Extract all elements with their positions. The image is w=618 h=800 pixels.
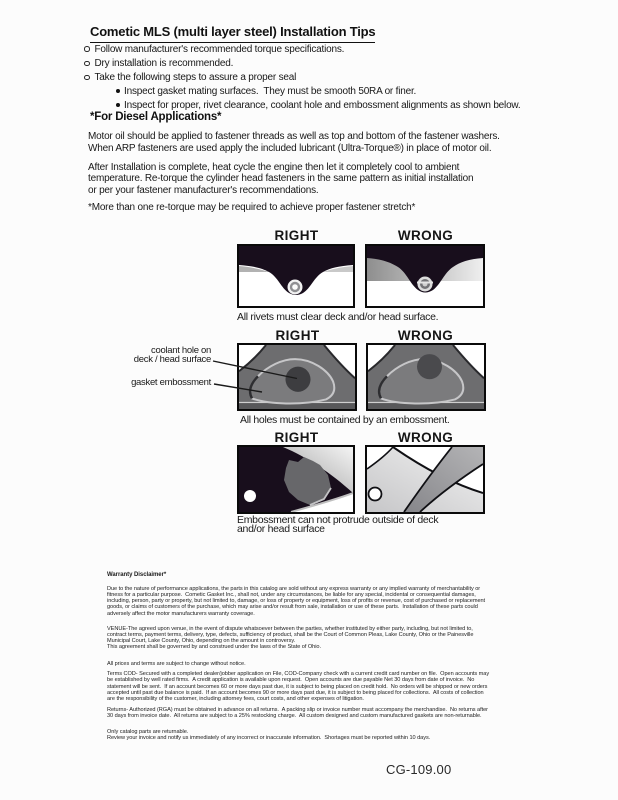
fine-print-line: Due to the nature of performance applications, the parts in this catalog are sold without any express warranty or any implied warranty of merchantability or	[107, 585, 481, 592]
row1-wrong-label: WRONG	[397, 228, 454, 243]
paragraph-line: After Installation is complete, heat cycle the engine then let it completely cool to ambient	[88, 162, 460, 173]
row1-caption: All rivets must clear deck and/or head surface.	[237, 311, 439, 323]
fine-print-line: This agreement shall be governed by and construed under the laws of the State of Ohio.	[107, 644, 321, 651]
fine-print-line: statement will be sent. If an account becomes 60 or more days past due, it is subject to being placed on credit hold. No orders will be shipped or new orders	[107, 683, 488, 690]
annotation-line: deck / head surface	[133, 353, 211, 365]
rivet-hits-deck-illustration	[367, 246, 483, 306]
fine-print-line: All prices and terms are subject to change without notice.	[107, 661, 246, 667]
fine-print-line: contract terms, payment terms, delivery, type, defects, sufficiency of product, shall be the Court of Common Pleas, Lake County, Ohio or the Painesville	[107, 631, 474, 638]
diagram-row3-right-image	[237, 445, 355, 514]
diagram-row3-wrong-image	[365, 445, 485, 514]
caption-line: and/or head surface	[237, 523, 325, 536]
warranty-paragraph-terms	[107, 671, 489, 702]
page-code: CG-109.00	[386, 762, 452, 777]
bullet-text: Inspect gasket mating surfaces. They must be smooth 50RA or finer.	[124, 85, 417, 97]
row3-right-label: RIGHT	[274, 430, 319, 445]
annotation-pointer-lines	[208, 354, 308, 399]
paragraph-line: temperature. Re-torque the cylinder head fasteners in the same pattern as initial installation	[88, 173, 474, 185]
bullet-text: Inspect for proper, rivet clearance, coolant hole and embossment alignments as shown below.	[124, 99, 521, 111]
diagram-row1-right-image	[237, 244, 355, 308]
filled-bullet-icon	[116, 103, 120, 107]
tips-sub-bullet-list	[116, 84, 520, 113]
diagram-row1-wrong-image	[365, 244, 485, 308]
paragraph-line: Motor oil should be applied to fastener threads as well as top and bottom of the fastener washers.	[88, 131, 500, 142]
list-item	[84, 42, 344, 56]
diagram-row2-wrong-image	[366, 343, 486, 412]
row3-wrong-label: WRONG	[397, 430, 454, 445]
bullet-text: Follow manufacturer's recommended torque specifications.	[94, 43, 345, 55]
hollow-bullet-icon	[84, 75, 90, 81]
paragraph-line: *More than one re-torque may be required to achieve proper fastener stretch*	[88, 202, 416, 213]
embossment-inside-deck-illustration	[239, 447, 353, 512]
paragraph-line: When ARP fasteners are used apply the included lubricant (Ultra-Torque®) in place of motor oil.	[88, 142, 492, 154]
fine-print-line: Review your invoice and notify us immediately of any incorrect or inaccurate information. Shortages must be reported within 10 days.	[107, 734, 431, 741]
fine-print-line: fitness for a particular purpose. Cometic Gasket Inc., shall not, under any circumstances, be liable for any special, incidental or consequential damages,	[107, 591, 476, 598]
fine-print-line: Returns- Authorized (RGA) must be obtained in advance on all returns. A packing slip or invoice number must accompany the merchandise. No returns after	[107, 706, 488, 713]
warranty-paragraph-returns	[107, 707, 488, 720]
warranty-heading: Warranty Disclaimer*	[107, 572, 167, 578]
row3-caption	[237, 513, 439, 536]
fine-print-line: VENUE-The agreed upon venue, in the event of dispute whatsoever between the parties, whether instituted by either party, including, but not limited to,	[107, 625, 473, 632]
fine-print-line: goods, or claims of customers of the purchase, which may arise and/or result from sale, installation or use of these parts. Installation of these parts could	[107, 604, 478, 611]
caption-line: Embossment can not protrude outside of deck	[237, 513, 439, 526]
fine-print-line: including, person, party or property, but not limited to, damage, or loss of property or equipment, loss of profits or revenue, cost of purchased or replacement	[107, 598, 486, 605]
fine-print-line: Municipal Court, Lake County, Ohio, depending on the amount in controversy.	[107, 638, 296, 645]
warranty-paragraph-1	[107, 586, 485, 617]
paragraph-line: or per your fastener manufacturer's recommendations.	[88, 184, 319, 196]
hollow-bullet-icon	[84, 46, 90, 52]
list-item	[84, 71, 344, 85]
list-item	[84, 56, 344, 70]
row1-right-label: RIGHT	[274, 228, 319, 243]
bullet-text: Take the following steps to assure a proper seal	[94, 72, 297, 84]
bullet-text: Dry installation is recommended.	[94, 57, 234, 69]
fine-print-line: Terms COD- Secured with a completed dealer/jobber application on File, COD-Company check with a current credit card number on file. Open accounts may	[107, 671, 490, 677]
fine-print-line: are the responsibility of the customer, including attorney fees, court costs, and other expenses of litigation.	[107, 696, 364, 703]
rivet-clears-deck-illustration	[239, 246, 353, 306]
list-item	[116, 84, 520, 98]
diesel-paragraph-2	[88, 162, 473, 196]
fine-print-line: be established by well rated firms. A credit application is available upon request. Open accounts are due payable Net 30 days from date of invoice. No	[107, 677, 475, 684]
filled-bullet-icon	[116, 89, 120, 93]
warranty-paragraph-prices	[107, 661, 246, 667]
row2-wrong-label: WRONG	[397, 328, 454, 343]
fine-print-line: Only catalog parts are returnable.	[107, 728, 189, 735]
coolant-hole-annotation	[114, 347, 211, 365]
tips-bullet-list	[84, 42, 344, 85]
hollow-bullet-icon	[84, 61, 90, 67]
fine-print-line: adversely affect the motor manufacturers warranty coverage.	[107, 610, 255, 617]
fine-print-line: 30 days from invoice date. All returns are subject to a 25% restocking charge. All custom designed and custom manufactured gaskets are non-returnable.	[107, 712, 482, 719]
diesel-heading: *For Diesel Applications*	[90, 111, 222, 123]
diesel-paragraph-1	[88, 131, 500, 154]
row2-caption: All holes must be contained by an embossment.	[240, 413, 450, 426]
fine-print-line: accepted until past due balance is paid. If an account becomes 90 or more days past due, it is subject to being placed for collections. All costs of collection	[107, 689, 484, 696]
annotation-line: coolant hole on	[151, 345, 211, 356]
hole-outside-embossment-illustration	[368, 345, 484, 410]
warranty-paragraph-venue	[107, 626, 473, 651]
warranty-paragraph-catalog	[107, 729, 430, 742]
retorque-note	[88, 202, 415, 214]
page-title: Cometic MLS (multi layer steel) Installation Tips	[90, 24, 375, 43]
row2-right-label: RIGHT	[275, 328, 320, 343]
gasket-embossment-annotation	[114, 379, 211, 388]
annotation-line: gasket embossment	[131, 377, 211, 388]
embossment-protrudes-illustration	[367, 447, 483, 512]
